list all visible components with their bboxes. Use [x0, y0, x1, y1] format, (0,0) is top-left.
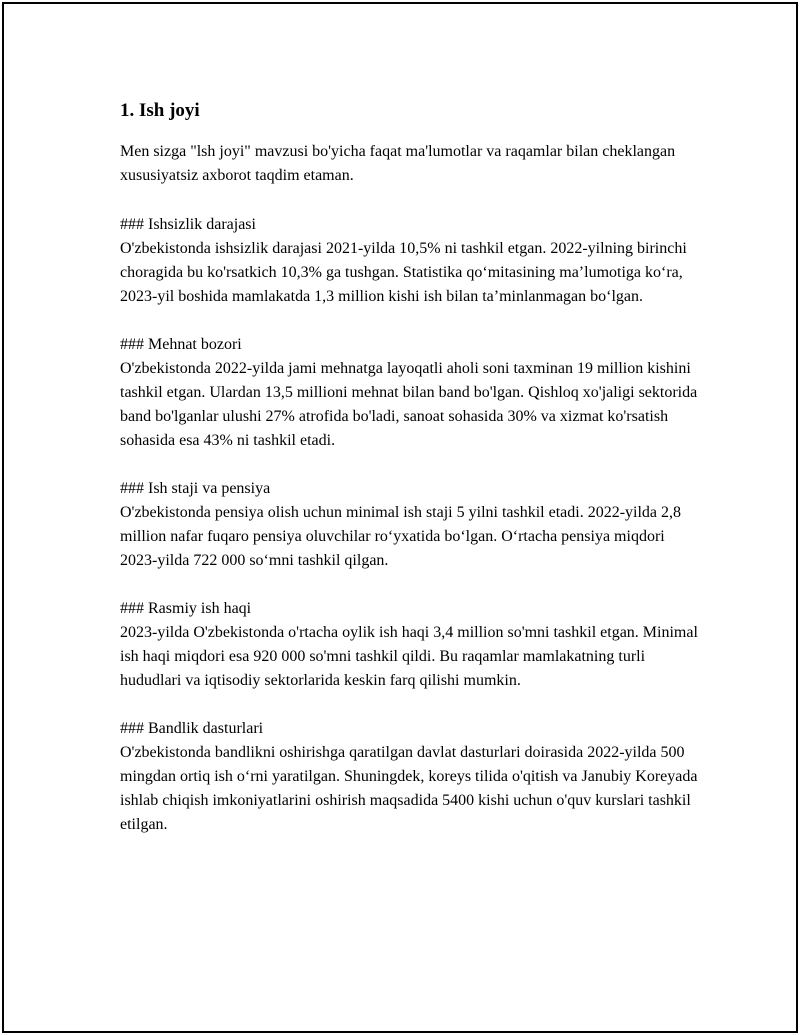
section-unemployment: [120, 213, 700, 309]
document-title: 1. Ish joyi: [120, 100, 200, 121]
section-body: O'zbekistonda ishsizlik darajasi 2021-yilda 10,5% ni tashkil etgan. 2022-yilning birinchi choragida bu ko'rsatkich 10,3% ga tushgan. Statistika qo‘mitasining ma’lumotiga ko‘ra, 2023-yil boshida mamlakatda 1,3 million kishi ish bilan ta’minlanmagan bo‘lgan.: [120, 240, 687, 305]
section-official-wage: [120, 597, 700, 693]
section-heading: ### Rasmiy ish haqi: [120, 600, 252, 617]
section-labor-market: [120, 333, 700, 453]
section-heading: ### Ish staji va pensiya: [120, 480, 271, 497]
intro-paragraph: Men sizga "lsh joyi" mavzusi bo'yicha faqat ma'lumotlar va raqamlar bilan cheklangan xususiyatsiz axborot taqdim etaman.: [120, 143, 676, 184]
page-frame: [2, 2, 798, 1033]
document-content: [120, 99, 700, 861]
section-heading: ### Mehnat bozori: [120, 336, 242, 353]
section-heading: ### Ishsizlik darajasi: [120, 216, 256, 233]
section-employment-programs: [120, 717, 700, 837]
section-body: 2023-yilda O'zbekistonda o'rtacha oylik ish haqi 3,4 million so'mni tashkil etgan. Minimal ish haqi miqdori esa 920 000 so'mni tashkil qildi. Bu raqamlar mamlakatning turli hududlari va iqtisodiy sektorlarida keskin farq qilishi mumkin.: [120, 624, 698, 689]
section-work-experience-pension: [120, 477, 700, 573]
section-heading: ### Bandlik dasturlari: [120, 720, 264, 737]
section-body: O'zbekistonda bandlikni oshirishga qaratilgan davlat dasturlari doirasida 2022-yilda 500 mingdan ortiq ish o‘rni yaratilgan. Shuningdek, koreys tilida o'qitish va Janubiy Koreyada ishlab chiqish imkoniyatlarini oshirish maqsadida 5400 kishi uchun o'quv kurslari tashkil etilgan.: [120, 744, 698, 833]
section-body: O'zbekistonda 2022-yilda jami mehnatga layoqatli aholi soni taxminan 19 million kishini tashkil etgan. Ulardan 13,5 millioni mehnat bilan band bo'lgan. Qishloq xo'jaligi sektorida band bo'lganlar ulushi 27% atrofida bo'ladi, sanoat sohasida 30% va xizmat ko'rsatish sohasida esa 43% ni tashkil etadi.: [120, 360, 698, 449]
section-body: O'zbekistonda pensiya olish uchun minimal ish staji 5 yilni tashkil etadi. 2022-yilda 2,8 million nafar fuqaro pensiya oluvchilar ro‘yxatida bo‘lgan. O‘rtacha pensiya miqdori 2023-yilda 722 000 so‘mni tashkil qilgan.: [120, 504, 682, 569]
